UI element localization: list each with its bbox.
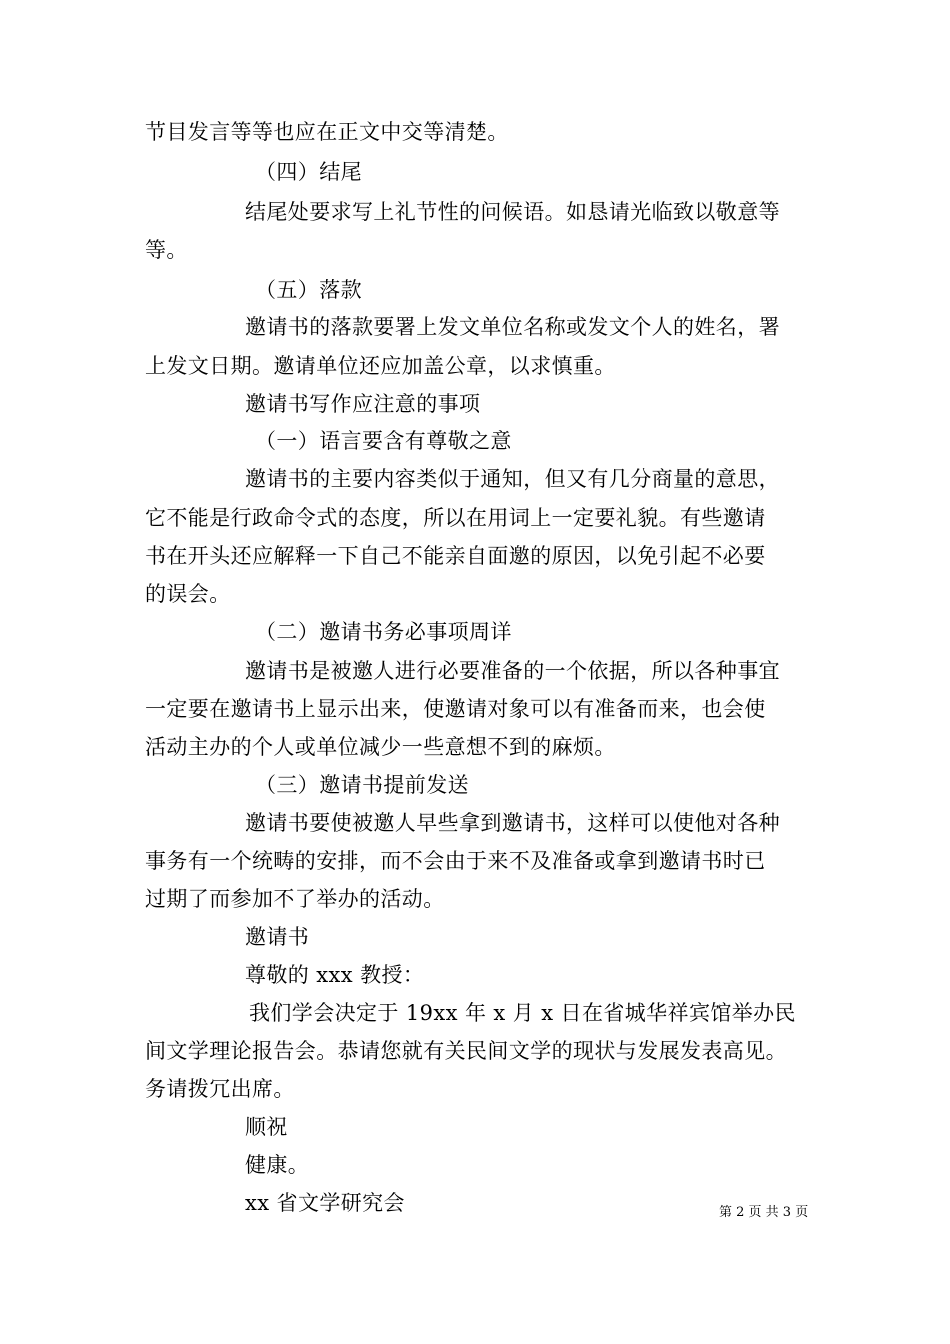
section-heading: （四）结尾 [255, 160, 362, 184]
paragraph-line: 的误会。 [145, 582, 231, 606]
letter-salutation: 尊敬的 xxx 教授： [245, 963, 425, 987]
paragraph-line: 邀请书要使被邀人早些拿到邀请书，这样可以使他对各种 [245, 811, 780, 835]
paragraph-line: 它不能是行政命令式的态度，所以在用词上一定要礼貌。有些邀请 [145, 506, 766, 530]
section-heading: 邀请书写作应注意的事项 [245, 392, 481, 416]
section-heading: （三）邀请书提前发送 [255, 773, 469, 797]
paragraph-line: 结尾处要求写上礼节性的问候语。如恳请光临致以敬意等 [245, 200, 780, 224]
paragraph-line: 事务有一个统畴的安排，而不会由于来不及准备或拿到邀请书时已 [145, 849, 766, 873]
paragraph-line: 上发文日期。邀请单位还应加盖公章，以求慎重。 [145, 354, 616, 378]
letter-closing: 顺祝 [245, 1115, 288, 1139]
page-number-footer: 第 2 页 共 3 页 [719, 1205, 809, 1220]
paragraph-line: 等。 [145, 238, 188, 262]
paragraph-line: 邀请书是被邀人进行必要准备的一个依据，所以各种事宜 [245, 659, 780, 683]
paragraph-line: 节目发言等等也应在正文中交等清楚。 [145, 120, 509, 144]
paragraph-line: 一定要在邀请书上显示出来，使邀请对象可以有准备而来，也会使 [145, 697, 766, 721]
letter-signature: xx 省文学研究会 [245, 1191, 405, 1215]
paragraph-line: 邀请书的主要内容类似于通知，但又有几分商量的意思， [245, 467, 780, 491]
paragraph-line: 务请拨冗出席。 [145, 1077, 295, 1101]
paragraph-line: 间文学理论报告会。恭请您就有关民间文学的现状与发展发表高见。 [145, 1039, 787, 1063]
section-heading: （二）邀请书务必事项周详 [255, 620, 512, 644]
paragraph-line: 我们学会决定于 19xx 年 x 月 x 日在省城华祥宾馆举办民 [249, 1001, 796, 1025]
paragraph-line: 书在开头还应解释一下自己不能亲自面邀的原因，以免引起不必要 [145, 544, 766, 568]
letter-title: 邀请书 [245, 925, 310, 949]
paragraph-line: 活动主办的个人或单位减少一些意想不到的麻烦。 [145, 735, 616, 759]
section-heading: （一）语言要含有尊敬之意 [255, 429, 512, 453]
letter-closing: 健康。 [245, 1153, 310, 1177]
section-heading: （五）落款 [255, 278, 362, 302]
paragraph-line: 过期了而参加不了举办的活动。 [145, 887, 445, 911]
paragraph-line: 邀请书的落款要署上发文单位名称或发文个人的姓名，署 [245, 315, 780, 339]
